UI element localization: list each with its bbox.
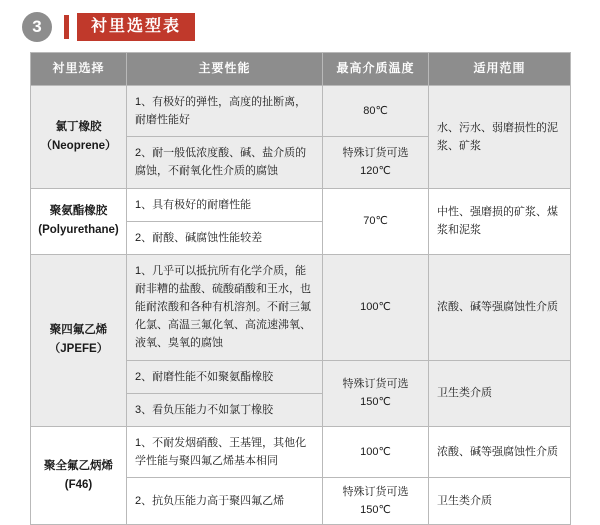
lining-name-line: (F46) <box>64 478 93 491</box>
temperature-cell: 100℃ <box>323 426 429 477</box>
table-row <box>31 86 571 137</box>
performance-cell: 1、几乎可以抵抗所有化学介质，能耐非糟的盐酸、硫酸硝酸和王水，也能耐浓酸和各种有机溶剂。不耐三氟化氯、高温三氟化氧、高流速沸氧、液氧、臭氧的腐蚀 <box>127 254 323 360</box>
temperature-cell <box>323 360 429 426</box>
temperature-line: 特殊订货可选 <box>342 147 409 160</box>
performance-cell: 3、看负压能力不如氯丁橡胶 <box>127 393 323 426</box>
column-header-performance: 主要性能 <box>127 53 323 86</box>
performance-cell: 1、不耐发烟硝酸、王基锂，其他化学性能与聚四氟乙烯基本相同 <box>127 426 323 477</box>
lining-name-line: 氯丁橡胶 <box>55 120 102 133</box>
table-row <box>31 426 571 477</box>
temperature-line: 特殊订货可选 <box>342 378 409 391</box>
temperature-line: 120℃ <box>360 165 391 178</box>
title-wrap <box>64 13 195 41</box>
temperature-cell <box>323 137 429 188</box>
temperature-cell: 80℃ <box>323 86 429 137</box>
temperature-line: 150℃ <box>360 504 391 517</box>
table-row <box>31 188 571 221</box>
scope-cell: 浓酸、碱等强腐蚀性介质 <box>429 254 571 360</box>
table-header <box>31 53 571 86</box>
table-container <box>0 44 600 525</box>
step-number-badge: 3 <box>22 12 52 42</box>
temperature-cell: 100℃ <box>323 254 429 360</box>
lining-name-line: 聚四氟乙烯 <box>49 324 108 337</box>
lining-name-cell <box>31 426 127 525</box>
performance-cell: 2、耐一般低浓度酸、碱、盐介质的腐蚀，不耐氧化性介质的腐蚀 <box>127 137 323 188</box>
lining-selection-table <box>30 52 571 525</box>
table-body <box>31 86 571 525</box>
scope-cell: 中性、强磨损的矿浆、煤浆和泥浆 <box>429 188 571 254</box>
scope-cell: 水、污水、弱磨损性的泥浆、矿浆 <box>429 86 571 189</box>
column-header-max-temperature: 最高介质温度 <box>323 53 429 86</box>
performance-cell: 1、具有极好的耐磨性能 <box>127 188 323 221</box>
temperature-cell <box>323 478 429 525</box>
temperature-line: 特殊订货可选 <box>342 486 409 499</box>
performance-cell: 2、耐磨性能不如聚氨酯橡胶 <box>127 360 323 393</box>
temperature-line: 150℃ <box>360 396 391 409</box>
lining-name-line: （Neoprene） <box>40 139 117 152</box>
lining-name-line: 聚全氟乙炳烯 <box>44 459 113 472</box>
performance-cell: 2、抗负压能力高于聚四氟乙烯 <box>127 478 323 525</box>
page-title: 衬里选型表 <box>77 13 195 41</box>
lining-name-line: (Polyurethane) <box>38 224 119 237</box>
performance-cell: 1、有极好的弹性，高度的扯断离，耐磨性能好 <box>127 86 323 137</box>
temperature-cell: 70℃ <box>323 188 429 254</box>
column-header-scope: 适用范围 <box>429 53 571 86</box>
lining-name-line: （JPEFE） <box>48 343 109 356</box>
title-accent-bar <box>64 15 69 39</box>
lining-name-cell <box>31 254 127 426</box>
table-header-row <box>31 53 571 86</box>
performance-cell: 2、耐酸、碱腐蚀性能较差 <box>127 221 323 254</box>
lining-name-cell <box>31 188 127 254</box>
scope-cell: 卫生类介质 <box>429 360 571 426</box>
table-row <box>31 254 571 360</box>
page-header <box>0 0 600 44</box>
scope-cell: 浓酸、碱等强腐蚀性介质 <box>429 426 571 477</box>
column-header-lining: 衬里选择 <box>31 53 127 86</box>
lining-name-cell <box>31 86 127 189</box>
scope-cell: 卫生类介质 <box>429 478 571 525</box>
lining-name-line: 聚氨酯橡胶 <box>49 205 108 218</box>
